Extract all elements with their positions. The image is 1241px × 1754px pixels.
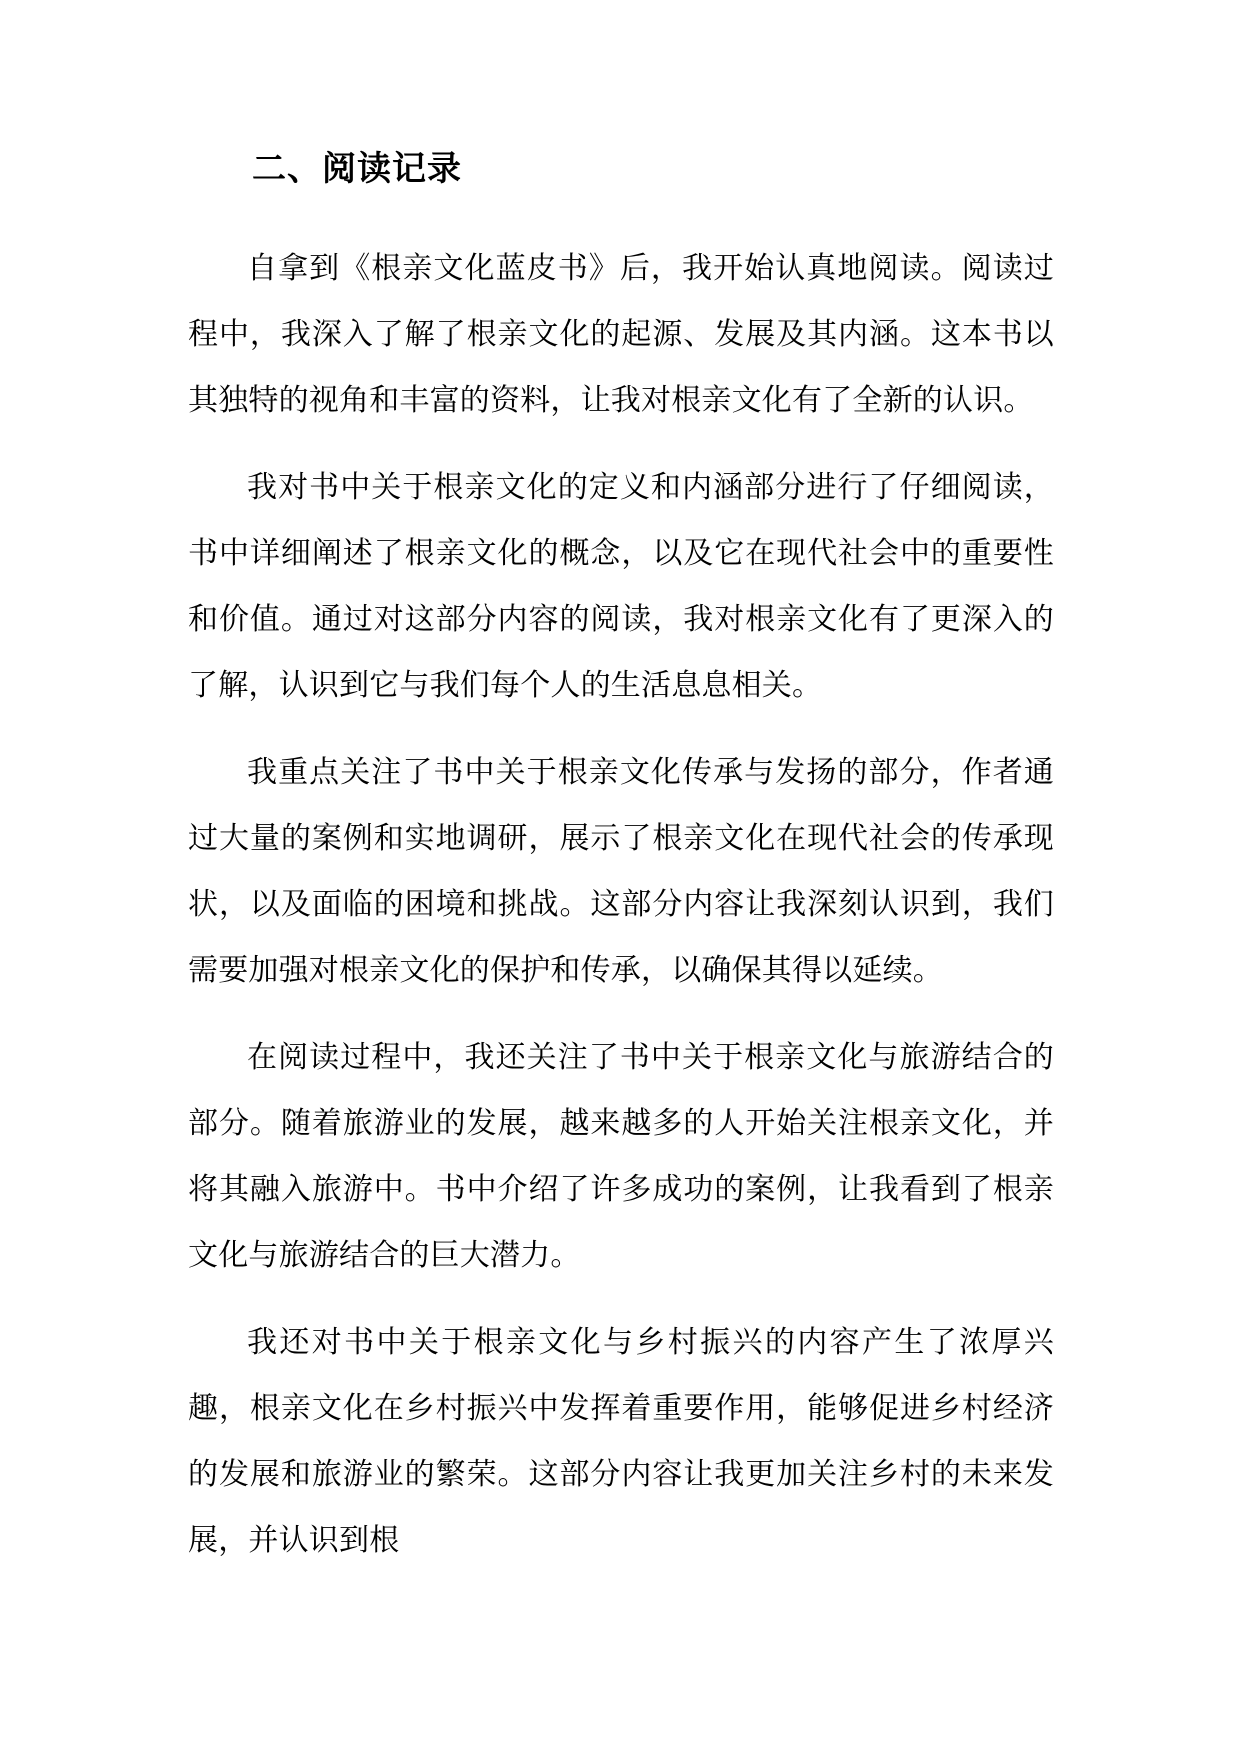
paragraph-3: 我重点关注了书中关于根亲文化传承与发扬的部分，作者通过大量的案例和实地调研，展示了根亲文化在现代社会的传承现状，以及面临的困境和挑战。这部分内容让我深刻认识到，我们需要加强对根亲文化的保护和传承，以确保其得以延续。: [188, 755, 1054, 988]
paragraph-1: 自拿到《根亲文化蓝皮书》后，我开始认真地阅读。阅读过程中，我深入了解了根亲文化的起源、发展及其内涵。这本书以其独特的视角和丰富的资料，让我对根亲文化有了全新的认识。: [188, 251, 1054, 418]
paragraph-5: 我还对书中关于根亲文化与乡村振兴的内容产生了浓厚兴趣，根亲文化在乡村振兴中发挥着重要作用，能够促进乡村经济的发展和旅游业的繁荣。这部分内容让我更加关注乡村的未来发展，并认识到根: [188, 1325, 1054, 1558]
section-heading: 二、阅读记录: [252, 149, 462, 189]
document-body: [188, 236, 1054, 1595]
paragraph-2: 我对书中关于根亲文化的定义和内涵部分进行了仔细阅读，书中详细阐述了根亲文化的概念，以及它在现代社会中的重要性和价值。通过对这部分内容的阅读，我对根亲文化有了更深入的了解，认识到它与我们每个人的生活息息相关。: [188, 470, 1054, 703]
paragraph-4: 在阅读过程中，我还关注了书中关于根亲文化与旅游结合的部分。随着旅游业的发展，越来越多的人开始关注根亲文化，并将其融入旅游中。书中介绍了许多成功的案例，让我看到了根亲文化与旅游结合的巨大潜力。: [188, 1040, 1054, 1273]
